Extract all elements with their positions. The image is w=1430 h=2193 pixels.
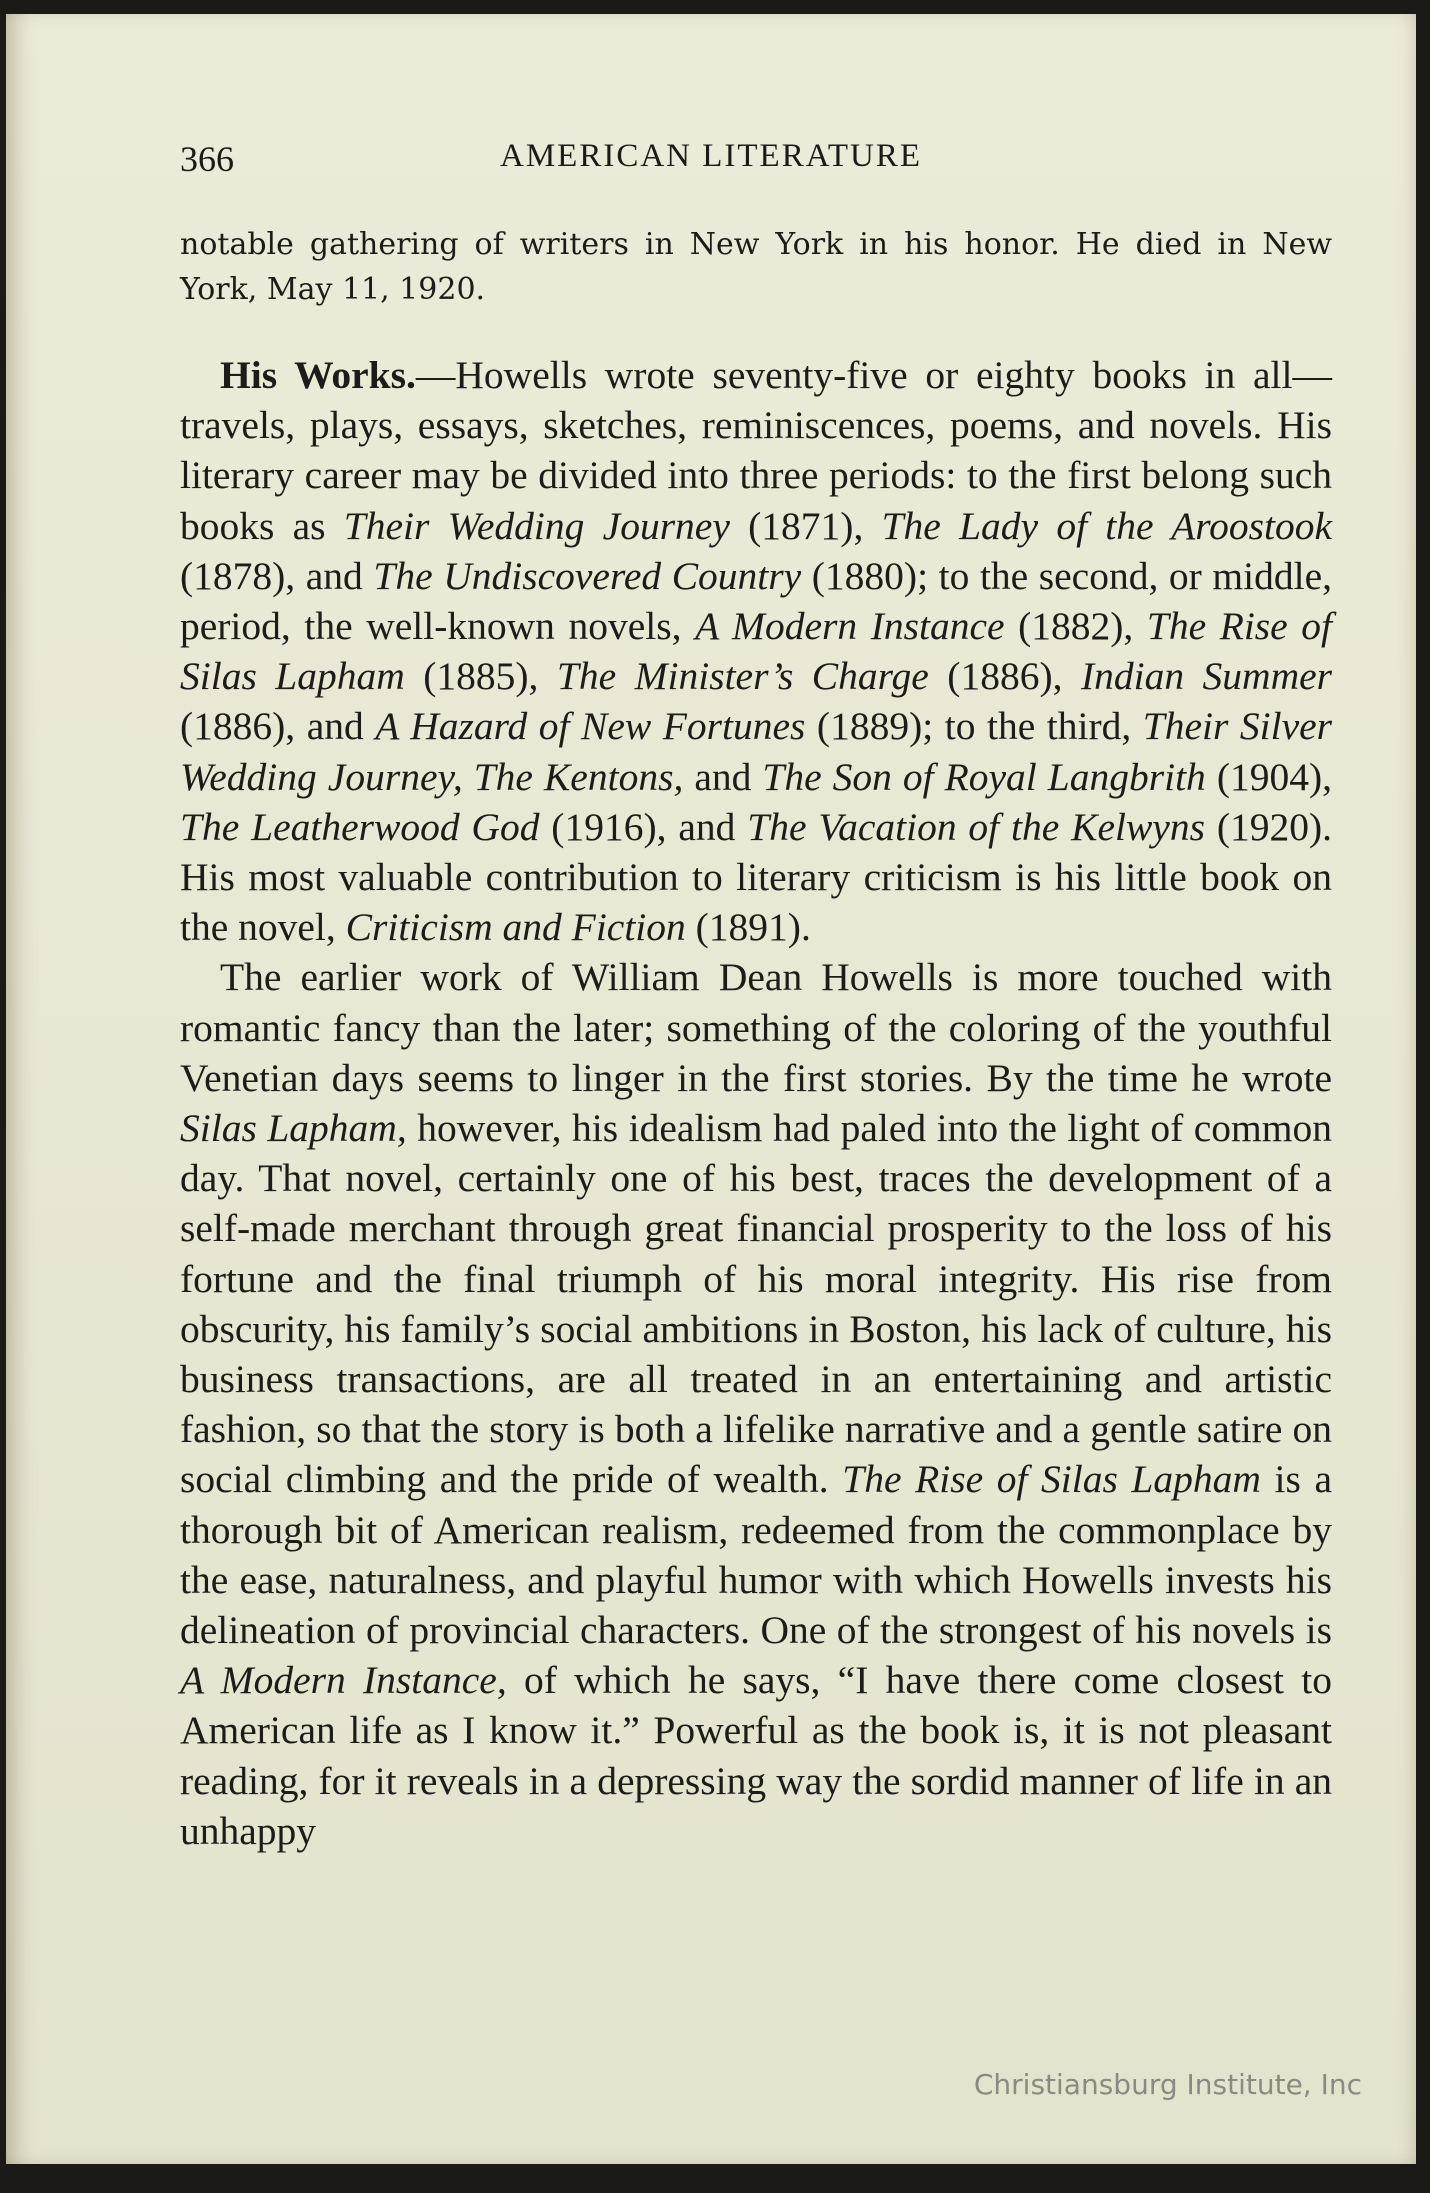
page-header: [180, 138, 1340, 188]
book-title: The Son of Royal Langbrith: [762, 754, 1206, 799]
text-run: (1886),: [928, 654, 1081, 699]
text-run: (1882),: [1004, 604, 1147, 649]
book-title: Their Silver Wedding Journey, The Kentons,: [180, 704, 1333, 799]
second-paragraph: [180, 952, 1332, 1856]
text-run: (1889); to the third,: [805, 704, 1143, 749]
text-run: and: [683, 754, 763, 799]
text-run: (1920). His most valuable contribution to literary criticism is his little book on the novel,: [180, 804, 1333, 950]
book-title: A Modern Instance,: [180, 1658, 507, 1703]
text-run: (1891).: [685, 905, 811, 950]
book-title: The Rise of Silas Lapham: [842, 1457, 1261, 1502]
text-run: (1878), and: [180, 553, 374, 598]
book-title: A Hazard of New Fortunes: [375, 704, 806, 749]
page-number: 366: [180, 139, 234, 179]
running-title: AMERICAN LITERATURE: [500, 138, 923, 174]
text-run: (1904),: [1205, 754, 1333, 799]
watermark: Christiansburg Institute, Inc: [973, 2068, 1362, 2101]
text-run: is a thorough bit of American realism, redeemed from the commonplace by the ease, naturalness, and playful humor with which Howells invests his delineation of provincial characters. One of the strongest of his novels is: [180, 1457, 1332, 1653]
book-title: Indian Summer: [1080, 654, 1332, 699]
book-title: The Undiscovered Country: [373, 553, 802, 598]
book-title: Criticism and Fiction: [345, 905, 686, 950]
text-run: (1885),: [404, 654, 557, 699]
book-title: Silas Lapham,: [180, 1106, 407, 1151]
book-title: The Lady of the Aroostook: [881, 503, 1333, 548]
works-paragraph: [180, 350, 1332, 952]
book-title: A Modern Instance: [695, 604, 1005, 649]
text-run: of which he says, “I have there come closest to American life as I know it.” Powerful as the book is, it is not pleasant reading, for it reveals in a depressing way the sordid manner of life in an unhappy: [180, 1658, 1332, 1853]
book-title: The Vacation of the Kelwyns: [747, 804, 1205, 849]
text-run: The earlier work of William Dean Howells is more touched with romantic fancy than the later; something of the coloring of the youthful Venetian days seems to linger in the first stories. By the time he wrote: [180, 955, 1332, 1100]
book-title: The Leatherwood God: [180, 804, 540, 849]
opening-paragraph: notable gathering of writers in New York in his honor. He died in New York, May 11, 1920.: [180, 227, 1332, 307]
text-run: (1871),: [729, 503, 882, 548]
section-heading: His Works.: [220, 353, 416, 397]
book-title: Their Wedding Journey: [343, 503, 730, 548]
text-run: (1916), and: [539, 804, 748, 849]
book-title: The Rise of Silas Lapham: [180, 604, 1332, 699]
book-title: The Minister’s Charge: [556, 654, 929, 699]
text-run: however, his idealism had paled into the light of common day. That novel, certainly one of his best, traces the development of a self-made merchant through great financial prosperity to the loss of his fortune and the final triumph of his moral integrity. His rise from obscurity, his family’s social ambitions in Boston, his lack of culture, his business transactions, are all treated in an entertaining and artistic fashion, so that the story is both a lifelike narrative and a gentle satire on social climbing and the pride of wealth.: [180, 1106, 1332, 1502]
text-run: —Howells wrote seventy-five or eighty books in all—travels, plays, essays, sketches, reminiscences, poems, and novels. His literary career may be divided into three periods: to the first belong such books as: [180, 353, 1332, 548]
text-run: (1880); to the second, or middle, period, the well-known novels,: [180, 553, 1332, 649]
text-run: (1886), and: [180, 704, 376, 749]
body-text: [180, 222, 1332, 1856]
